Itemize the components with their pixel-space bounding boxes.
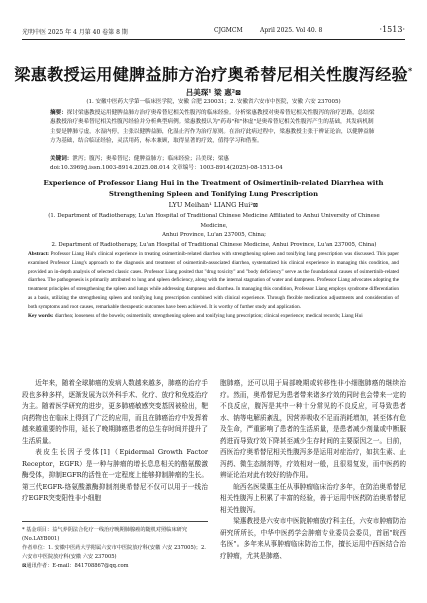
cn-abstract-text: 探讨梁惠教授运用健脾益肺方治疗奥希替尼相关性腹泻的临床经验。分析梁惠教授对奥希替尼相关性腹泻的治疗思路，总结梁惠教授治疗奥希替尼相关性腹泻经验并分析典型病例。梁惠教授认为"药毒"和"体虚"是奥希替尼相关性腹泻产生的基础，其发病机制主要是脾肺亏虚，水湿内停，主张以健脾益肺，化湿止泻作为治疗原则。在治疗此病过程中，梁惠教授主张于辨证论治，以健脾益肺方为基础，结合临证经验，灵活用药，标本兼顾，取得显著的疗效，值得学习和借鉴。 (50, 110, 375, 145)
en-keywords-label: Key words: (28, 312, 54, 319)
english-title: Experience of Professor Liang Hui in the Treatment of Osimertinib-related Diarrhea with Strengthening Spleen and Tonifying Lung Prescription (43, 179, 384, 198)
chinese-affiliation: (1. 安徽中医药大学第一临床医学院，安徽 合肥 230031；2. 安徽省六安市中医院，安徽 六安 237005) (86, 99, 341, 105)
english-abstract (28, 250, 399, 320)
header-page-number: ·1513· (379, 25, 405, 34)
en-keywords-text: diarrhea; looseness of the bowels; osimertinib; strengthening spleen and tonifying lung prescription; clinical experience; medical records; Liang Hui (54, 312, 363, 319)
en-abstract-text: Professor Liang Hui's clinical experience in treating osimertinib-related diarrhea with strengthening spleen and tonifying lung prescription was discussed. This paper examined Professor Liang's approach to the diagnosis and treatment of osimertinib-associated diarrhea, systematized his clinical experience in managing this condition, and provided an in-depth analysis of selected classic cases. Professor Liang posited that "drug toxicity" and "body deficiency" serve as the foundational causes of osimertinib-related diarrhea. The pathogenesis is primarily attributed to lung and spleen deficiency, along with the internal stagnation of water and dampness. Professor Liang advocates adopting the treatment principles of strengthening the spleen and lungs while addressing dampness and diarrhea. In managing this condition, Professor Liang employs syndrome differentiation as a basis, utilizing the strengthening spleen and tonifying lung prescription combined with clinical experience. Through flexible medication adjustments and consideration of both symptoms and root causes, remarkable therapeutic outcomes have been achieved. It is worthy of further study and application. (28, 251, 399, 310)
header-journal: 光明中医 2025 年 4 月第 40 卷第 8 期 (22, 29, 128, 36)
body-column-left (22, 378, 208, 505)
cn-doi: doi:10.3969/j.issn.1003-8914.2025.08.014 文章编号：1003-8914(2025)-08-1513-04 (50, 165, 283, 172)
body-paragraph: 近年来，随着全球肺癌的发病人数越来越多，肺癌的治疗手段也多种多样，逐渐发展为以外科手术、化疗、放疗和免疫治疗为主。随着医学研究的进步，更多肺癌敏感突变基因被检出，靶向药物也在临床上得到了广泛的应用，而且在肺癌治疗中发挥着越来越重要的作用，延长了晚期肺癌患者的总生存时间并提升了生活质量。 (22, 379, 208, 445)
page-header (22, 25, 405, 40)
chinese-abstract (50, 109, 378, 147)
body-paragraph: 胞肺癌，还可以用于局部晚期或转移性非小细胞肺癌的继续治疗。然而，奥希替尼为患者带来诸多疗效的同时也会带来一定的不良反应，腹泻是其中一种十分常见的不良反应，可导致患者水、钠等电解质紊乱，因营养吸收不足而消耗增加，甚至体有危及生命，严重影响了患者的生活质量，是患者减少剂量或中断服药进而导致疗效下降甚至减少生存时间的主要原因之一。目前，西医治疗奥希替尼相关性腹泻多是运用对症治疗，如抗生素、止泻药、微生态制剂等，疗效相对一般，且很易复发，而中医药的辨证论治对此有较好的协作用。 (220, 379, 406, 479)
en-abstract-label: Abstract: (28, 251, 50, 257)
body-column-right (220, 378, 406, 562)
cn-keywords-label: 关键词： (50, 156, 73, 162)
chinese-metadata (50, 155, 378, 174)
footnotes (22, 521, 208, 571)
header-issue: April 2025. Vol 40. 8 (260, 27, 323, 34)
footnote-corresponding: ⊠通讯作者：E-mail：841708867@qq.com (22, 563, 129, 569)
english-authors: LYU Meihan¹ LIANG Hui²⊠ (168, 201, 259, 209)
body-paragraph: 表皮生长因子受体[1]（Epidermal Growth Factor Receptor，EGFR）是一种与肿瘤的增长息息相关的酪氨酸激酶受体，抑制EGFR的活性在一定程度上能够抑制肿瘤的生长。第三代EGFR-络氨酸激酶抑制剂奥希替尼不仅可以用于一线治疗EGFR突变阳性非小细胞 (22, 448, 208, 502)
title-footnote-mark: * (408, 65, 413, 76)
cn-abstract-label: 摘要： (50, 110, 67, 116)
footnote-funding: * 基金项目：益气养阴法合化疗一线治疗晚期肺腺癌的随机对照临床研究(No.LAYB001) (22, 527, 188, 542)
header-journal-abbr: CJGMCM (214, 27, 243, 34)
article-title: 梁惠教授运用健脾益肺方治疗奥希替尼相关性腹泻经验* (14, 65, 413, 84)
footnote-affiliation: 作者单位：1. 安徽中医药大学附属六安市中医院放疗科(安徽 六安 237005)；2. 六安市中医院放疗科(安徽 六安 237005) (22, 545, 206, 560)
body-paragraph: 皖西名医梁惠主任从事肿瘤临床治疗多年，在防治奥希替尼相关性腹泻上积累了丰富的经验，善于运用中医药防治奥希替尼相关性腹泻。 (220, 482, 406, 514)
body-paragraph: 梁惠教授是六安市中医院肿瘤放疗科主任，六安市肿瘤防治研究所所长，中华中医药学会肿瘤专业委员会委员，首届"皖西名医"。多年来从事肿瘤临床防治工作，擅长运用中西医结合治疗肿瘤，尤其是肺癌、 (220, 517, 406, 560)
cn-keywords-text: 泄泻；腹泻；奥希替尼；健脾益肺方；临床经验；吕美琛；梁惠 (72, 156, 230, 162)
article-authors: 吕美琛¹ 梁 惠²⊠ (185, 88, 242, 97)
english-affiliations: (1. Department of Radiotherapy, Lu'an Hospital of Traditional Chinese Medicine Affiliated to Anhui University of Chinese Medicine, Anhui Province, Lu'an 237005, China; 2. Department of Radiotherapy, Lu'an Hospital of Traditional Chinese Medicine, Anhui Province, Lu'an 237005, China) (48, 213, 380, 248)
